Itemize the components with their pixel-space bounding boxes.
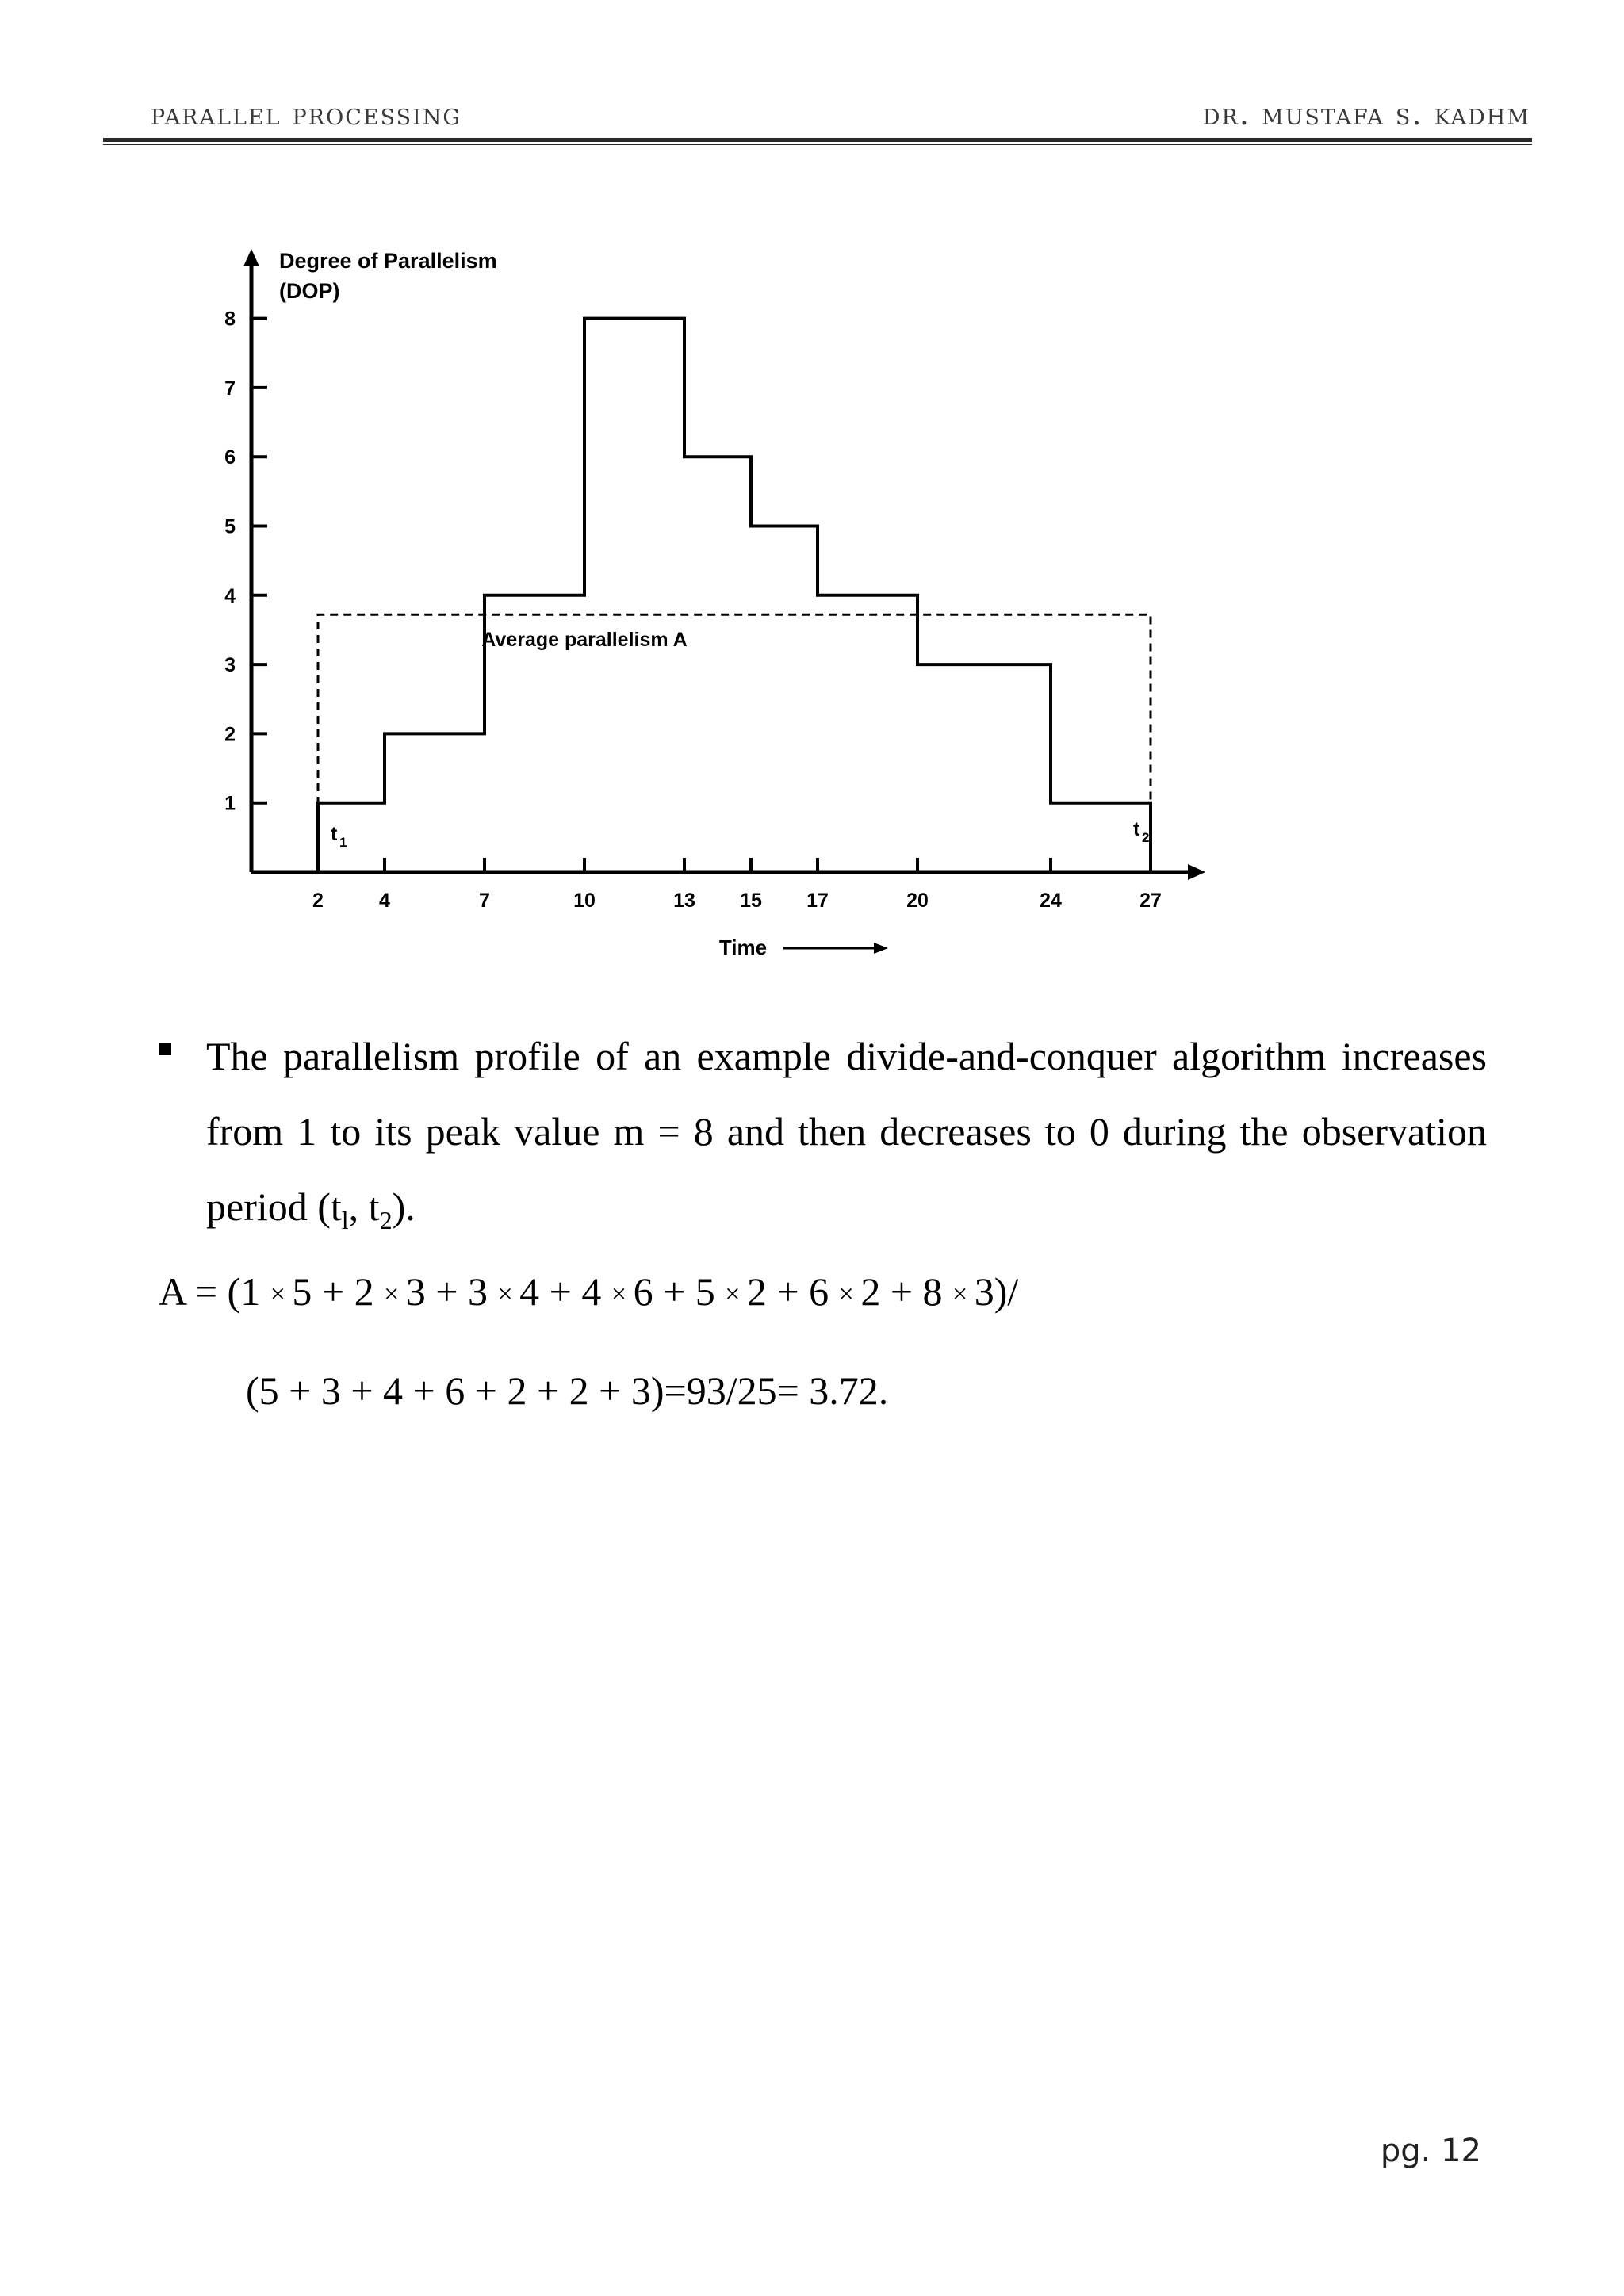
header-rule-thin: [103, 144, 1532, 145]
times-symbol: ×: [952, 1280, 975, 1309]
formula-term: 3)/: [974, 1269, 1019, 1314]
bullet-text: The parallelism profile of an example divide-and-conquer algorithm increases from 1 to its peak value m = 8 and then decreases to 0 during the observation period ($t_l$, $t_2$).: [206, 1034, 1487, 1234]
y-tick-label: 2: [224, 723, 236, 746]
header-author: dr. mustafa s. kadhm: [1202, 97, 1530, 132]
y-tick-label: 6: [224, 446, 236, 469]
x-tick-label: 27: [1139, 890, 1162, 912]
x-axis-label: Time: [718, 936, 768, 959]
x-tick-label: 7: [479, 890, 490, 912]
times-symbol: ×: [838, 1280, 861, 1309]
times-symbol: ×: [497, 1280, 520, 1309]
formula-line-1: A = (1 × 5 + 2 × 3 + 3 × 4 + 4 × 6 + 5 × 2 + 6 × 2 + 8 × 3)/: [159, 1269, 1019, 1314]
t1-subscript: 1: [339, 835, 347, 850]
x-tick-label: 17: [806, 890, 829, 912]
bullet-marker: [159, 1043, 171, 1055]
y-tick-label: 7: [224, 377, 236, 400]
dop-chart: [143, 238, 1221, 983]
average-parallelism-line: [318, 614, 1151, 872]
formula-term: 2 + 6: [746, 1269, 839, 1314]
y-tick-label: 4: [224, 584, 236, 607]
formula-term: 4 + 4: [519, 1269, 611, 1314]
time-arrow-head: [874, 943, 888, 954]
t2-marker: t: [1133, 818, 1140, 840]
y-axis-arrowhead: [243, 249, 259, 266]
times-symbol: ×: [270, 1280, 293, 1309]
average-parallelism-label: Average parallelism A: [481, 629, 688, 652]
y-tick-label: 8: [224, 308, 236, 331]
x-axis-arrowhead: [1188, 864, 1205, 880]
bullet-paragraph: [159, 1019, 1487, 1258]
y-tick-label: 3: [224, 654, 236, 677]
x-tick-label: 20: [906, 890, 929, 912]
x-tick-label: 4: [379, 890, 390, 912]
header-title: parallel processing: [151, 97, 462, 132]
page-number: pg. 12: [1380, 2133, 1481, 2169]
t1-marker: t: [331, 823, 338, 845]
formula-term: 2 + 8: [860, 1269, 953, 1314]
times-symbol: ×: [725, 1280, 747, 1309]
x-tick-label: 2: [312, 890, 324, 912]
formula-line-2: (5 + 3 + 4 + 6 + 2 + 2 + 3)=93/25= 3.72.: [246, 1368, 889, 1413]
x-tick-label: 24: [1040, 890, 1062, 912]
times-symbol: ×: [611, 1280, 634, 1309]
dop-step-line: [318, 319, 1151, 872]
y-axis-label-unit: (DOP): [279, 279, 340, 303]
y-tick-label: 5: [224, 515, 236, 538]
x-tick-label: 10: [573, 890, 596, 912]
x-tick-label: 15: [740, 890, 762, 912]
y-tick-label: 1: [224, 792, 236, 815]
formula-term: 3 + 3: [405, 1269, 498, 1314]
formula-term: 5 + 2: [292, 1269, 385, 1314]
y-axis-label: Degree of Parallelism: [279, 249, 497, 273]
t2-subscript: 2: [1142, 830, 1150, 845]
formula-term: 6 + 5: [633, 1269, 726, 1314]
times-symbol: ×: [384, 1280, 406, 1309]
header-rule: [103, 138, 1532, 142]
x-tick-label: 13: [673, 890, 695, 912]
